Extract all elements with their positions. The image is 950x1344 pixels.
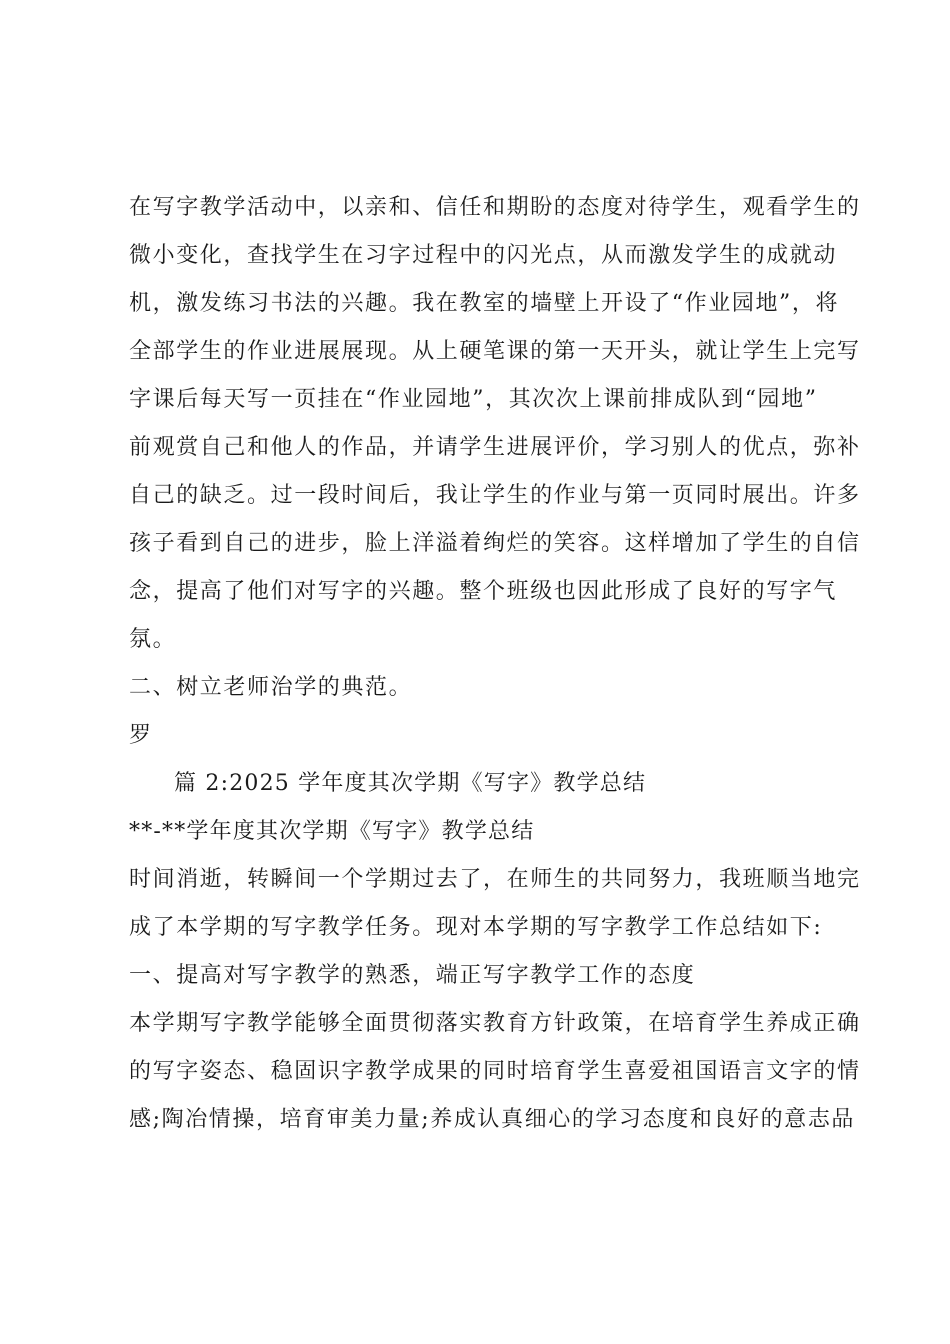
paragraph-line: 自己的缺乏。过一段时间后，我让学生的作业与第一页同时展出。许多 [129, 483, 861, 508]
paragraph-line: 在写字教学活动中，以亲和、信任和期盼的态度对待学生，观看学生的 [129, 195, 861, 220]
intro-line: 时间消逝，转瞬间一个学期过去了，在师生的共同努力，我班顺当地完 [129, 867, 861, 892]
paragraph-line: 孩子看到自己的进步，脸上洋溢着绚烂的笑容。这样增加了学生的自信 [129, 531, 861, 556]
paragraph-line: 感;陶冶情操，培育审美力量;养成认真细心的学习态度和良好的意志品 [129, 1107, 856, 1132]
paragraph-line: 念，提高了他们对写字的兴趣。整个班级也因此形成了良好的写字气 [129, 579, 838, 604]
paragraph-line: 全部学生的作业进展展现。从上硬笔课的第一天开头，就让学生上完写 [129, 339, 861, 364]
paragraph-line: 前观赏自己和他人的作品，并请学生进展评价，学习别人的优点，弥补 [129, 435, 861, 460]
section-heading: 一、提高对写字教学的熟悉，端正写字教学工作的态度 [129, 963, 696, 988]
paragraph-line: 的写字姿态、稳固识字教学成果的同时培育学生喜爱祖国语言文字的情 [129, 1059, 861, 1084]
paragraph-line: 微小变化，查找学生在习字过程中的闪光点，从而激发学生的成就动 [129, 243, 838, 268]
text-fragment: 罗 [129, 723, 153, 748]
article-title: 篇 2:2025 学年度其次学期《写字》教学总结 [174, 771, 647, 796]
paragraph-line: 字课后每天写一页挂在“作业园地”，其次次上课前排成队到“园地” [129, 387, 818, 412]
section-heading: 二、树立老师治学的典范。 [129, 675, 413, 700]
paragraph-line: 氛。 [129, 627, 177, 652]
paragraph-line: 机，激发练习书法的兴趣。我在教室的墙壁上开设了“作业园地”，将 [129, 291, 840, 316]
article-subtitle: **-**学年度其次学期《写字》教学总结 [129, 819, 535, 844]
intro-line: 成了本学期的写字教学任务。现对本学期的写字教学工作总结如下: [129, 915, 823, 940]
paragraph-line: 本学期写字教学能够全面贯彻落实教育方针政策，在培育学生养成正确 [129, 1011, 861, 1036]
